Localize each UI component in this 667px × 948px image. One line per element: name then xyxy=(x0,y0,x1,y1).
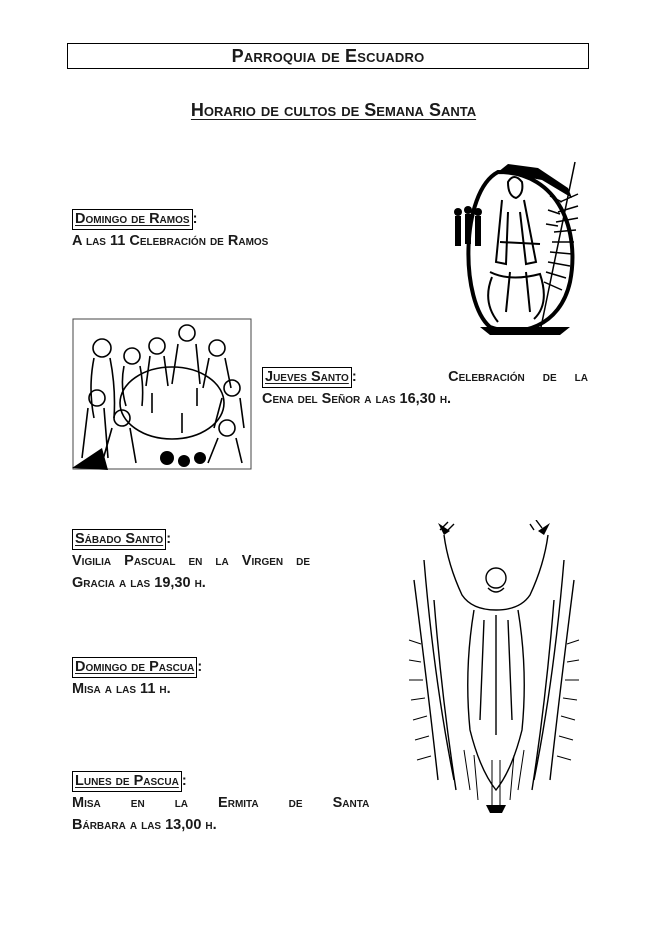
event-detail: A las 11 Celebración de Ramos xyxy=(72,233,269,249)
event-title: Sábado Santo xyxy=(75,531,164,547)
event-domingo-pascua xyxy=(72,656,386,700)
event-title-box xyxy=(262,367,352,388)
event-detail: Celebración de la xyxy=(448,369,588,385)
event-sabado-santo xyxy=(72,528,386,594)
page-title xyxy=(0,100,667,121)
colon: : xyxy=(351,369,357,385)
colon: : xyxy=(197,659,203,675)
event-detail: Cena del Señor a las 16,30 h. xyxy=(262,391,452,407)
parish-title: Parroquia de Escuadro xyxy=(231,45,425,66)
event-title-box xyxy=(72,529,166,550)
event-title-box xyxy=(72,657,197,678)
event-detail-text: Misa en la Ermita de Santa xyxy=(72,795,370,811)
event-lunes-pascua xyxy=(72,770,386,836)
event-detail: Bárbara a las 13,00 h. xyxy=(72,817,217,833)
event-detail: Vigilia Pascual en la Virgen de xyxy=(72,553,311,569)
event-detail xyxy=(72,792,386,814)
palm-sunday-illustration xyxy=(440,152,585,338)
event-domingo-ramos xyxy=(72,208,432,252)
event-title: Lunes de Pascua xyxy=(75,773,179,789)
colon: : xyxy=(181,773,187,789)
colon: : xyxy=(192,211,198,227)
colon: : xyxy=(166,531,172,547)
event-title: Domingo de Ramos xyxy=(75,211,190,227)
parish-title-box xyxy=(67,43,589,69)
schedule-title: Horario de cultos de Semana Santa xyxy=(190,100,477,120)
event-detail: Misa a las 11 h. xyxy=(72,681,171,697)
event-jueves-santo xyxy=(262,366,588,410)
event-detail: Gracia a las 19,30 h. xyxy=(72,575,206,591)
event-title: Domingo de Pascua xyxy=(75,659,195,675)
event-title: Jueves Santo xyxy=(265,369,349,385)
resurrection-illustration xyxy=(404,520,584,815)
event-title-box xyxy=(72,209,193,230)
last-supper-illustration xyxy=(72,318,252,470)
event-title-box xyxy=(72,771,182,792)
